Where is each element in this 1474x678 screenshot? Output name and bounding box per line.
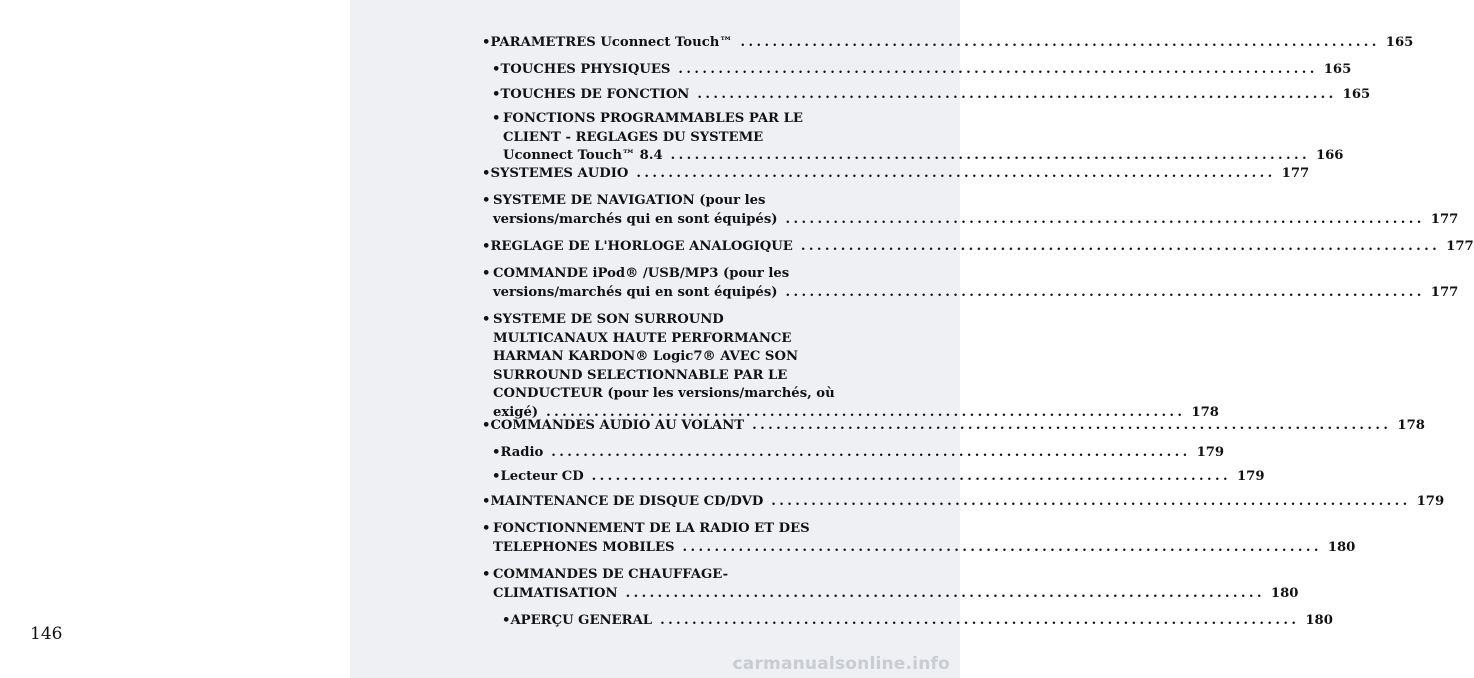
toc-entry <box>482 311 1219 422</box>
toc-line <box>482 330 897 349</box>
bullet-icon: • <box>482 35 491 50</box>
toc-line <box>492 61 1352 80</box>
dot-leader: ................................................................................ <box>551 445 1191 460</box>
toc-entry-title: CONDUCTEUR (pour les versions/marchés, où <box>493 386 835 401</box>
dot-leader: ................................................................................ <box>678 62 1318 77</box>
dot-leader: ................................................................................ <box>771 494 1411 509</box>
bullet-icon: • <box>482 312 491 327</box>
toc-line <box>492 110 897 129</box>
toc-entry <box>482 520 1356 557</box>
bullet-icon: • <box>492 62 501 77</box>
toc-entry <box>482 493 1445 512</box>
toc-entry-title: SYSTEMES AUDIO <box>490 166 629 181</box>
toc-entry <box>482 265 1459 302</box>
toc-entry <box>492 110 1344 166</box>
toc-entry <box>482 34 1414 53</box>
bullet-icon: • <box>482 494 491 509</box>
toc-page-number: 177 <box>1430 211 1459 227</box>
toc-entry <box>492 86 1371 105</box>
toc-page-number: 179 <box>1236 469 1265 484</box>
toc-entry <box>492 468 1265 487</box>
toc-entry-title: SURROUND SELECTIONNABLE PAR LE <box>493 367 788 383</box>
bullet-icon: • <box>482 193 491 208</box>
dot-leader: ................................................................................ <box>752 418 1392 433</box>
toc-entry-title: TELEPHONES MOBILES <box>493 539 675 555</box>
toc-line <box>492 86 1371 105</box>
bullet-icon: • <box>502 613 511 628</box>
toc-line <box>482 238 1474 257</box>
bullet-icon: • <box>482 166 491 181</box>
toc-entry-title: COMMANDE iPod® /USB/MP3 (pour les <box>493 266 790 281</box>
toc-line <box>482 165 1310 184</box>
bullet-icon: • <box>482 418 491 433</box>
watermark: carmanualsonline.info <box>732 654 950 674</box>
toc-line <box>482 265 897 284</box>
page-number: 146 <box>30 624 63 644</box>
dot-leader: ................................................................................ <box>682 539 1322 555</box>
toc-page-number: 179 <box>1416 494 1445 509</box>
toc-page-number: 179 <box>1196 445 1225 460</box>
toc-entry-title: TOUCHES DE FONCTION <box>500 87 690 102</box>
toc-entry <box>492 444 1225 463</box>
toc-entry <box>492 61 1352 80</box>
toc-page-number: 180 <box>1270 585 1299 601</box>
dot-leader: ................................................................................ <box>546 404 1186 420</box>
toc-entry-title: HARMAN KARDON® Logic7® AVEC SON <box>493 349 798 364</box>
toc-line <box>482 192 897 211</box>
dot-leader: ................................................................................ <box>591 469 1231 484</box>
toc-line <box>492 129 897 148</box>
dot-leader: ................................................................................ <box>697 87 1337 102</box>
toc-line <box>482 211 1459 230</box>
bullet-icon: • <box>492 445 501 460</box>
toc-entry-title: FONCTIONNEMENT DE LA RADIO ET DES <box>493 521 810 536</box>
dot-leader: ................................................................................ <box>785 211 1425 227</box>
dot-leader: ................................................................................ <box>625 585 1265 601</box>
toc-line <box>492 147 1344 166</box>
toc-page-number: 178 <box>1397 418 1425 433</box>
toc-line <box>482 367 897 386</box>
toc-entry-title: PARAMETRES Uconnect Touch™ <box>490 35 733 50</box>
toc-entry-title: COMMANDES DE CHAUFFAGE- <box>493 567 729 582</box>
toc-entry-title: MULTICANAUX HAUTE PERFORMANCE <box>493 330 792 346</box>
toc-page-number: 166 <box>1315 148 1344 163</box>
toc-entry-title: versions/marchés qui en sont équipés) <box>493 211 778 227</box>
toc-line <box>482 539 1356 558</box>
toc-page-number: 177 <box>1281 166 1310 181</box>
dot-leader: ................................................................................ <box>740 35 1380 50</box>
toc-entry <box>482 165 1310 184</box>
bullet-icon: • <box>492 111 501 126</box>
toc-entry-title: Radio <box>500 445 544 460</box>
toc-line <box>482 385 897 404</box>
toc-line <box>502 612 1333 631</box>
toc-entry-title: COMMANDES AUDIO AU VOLANT <box>490 418 745 433</box>
toc-page-number: 180 <box>1305 613 1333 628</box>
toc-entry <box>502 612 1333 631</box>
toc-entry-title: SYSTEME DE NAVIGATION (pour les <box>493 193 766 208</box>
toc-line <box>492 468 1265 487</box>
toc-line <box>482 311 897 330</box>
toc-entry-title: CLIMATISATION <box>493 585 618 601</box>
toc-entry <box>482 238 1474 257</box>
toc-line <box>482 348 897 367</box>
bullet-icon: • <box>492 469 501 484</box>
toc-line <box>482 520 897 539</box>
toc-line <box>482 284 1459 303</box>
toc-entry-title: Lecteur CD <box>500 469 584 484</box>
toc-line <box>482 493 1445 512</box>
toc-entry <box>482 417 1425 436</box>
toc-entry-title: CLIENT - REGLAGES DU SYSTEME <box>503 129 764 145</box>
toc-line <box>482 34 1414 53</box>
toc-entry <box>482 566 1299 603</box>
toc-entry-title: exigé) <box>493 404 539 420</box>
toc-entry-title: REGLAGE DE L'HORLOGE ANALOGIQUE <box>490 239 793 254</box>
toc-entry-title: SYSTEME DE SON SURROUND <box>493 312 724 327</box>
toc-page-number: 165 <box>1385 35 1414 50</box>
dot-leader: ................................................................................ <box>660 613 1300 628</box>
bullet-icon: • <box>482 567 491 582</box>
toc-page-number: 178 <box>1191 404 1219 420</box>
bullet-icon: • <box>492 87 501 102</box>
dot-leader: ................................................................................ <box>785 284 1425 300</box>
toc-entry-title: Uconnect Touch™ 8.4 <box>503 148 663 163</box>
toc-entry-title: FONCTIONS PROGRAMMABLES PAR LE <box>503 111 803 126</box>
toc-entry-title: versions/marchés qui en sont équipés) <box>493 284 778 300</box>
toc-page-number: 165 <box>1323 62 1352 77</box>
dot-leader: ................................................................................ <box>800 239 1441 254</box>
dot-leader: ................................................................................ <box>636 166 1276 181</box>
bullet-icon: • <box>482 266 491 281</box>
toc-page-number: 177 <box>1430 284 1459 300</box>
bullet-icon: • <box>482 521 491 536</box>
toc-entry-title: TOUCHES PHYSIQUES <box>500 62 671 77</box>
dot-leader: ................................................................................ <box>670 148 1310 163</box>
toc-entry <box>482 192 1459 229</box>
bullet-icon: • <box>482 239 491 254</box>
toc-line <box>492 444 1225 463</box>
toc-entry-title: MAINTENANCE DE DISQUE CD/DVD <box>490 494 764 509</box>
toc-page-number: 165 <box>1342 87 1371 102</box>
toc-line <box>482 566 897 585</box>
toc-page-number: 180 <box>1327 539 1356 555</box>
toc-line <box>482 417 1425 436</box>
toc-page-number: 177 <box>1446 239 1474 254</box>
toc-entry-title: APERÇU GENERAL <box>510 613 653 628</box>
toc-line <box>482 585 1299 604</box>
